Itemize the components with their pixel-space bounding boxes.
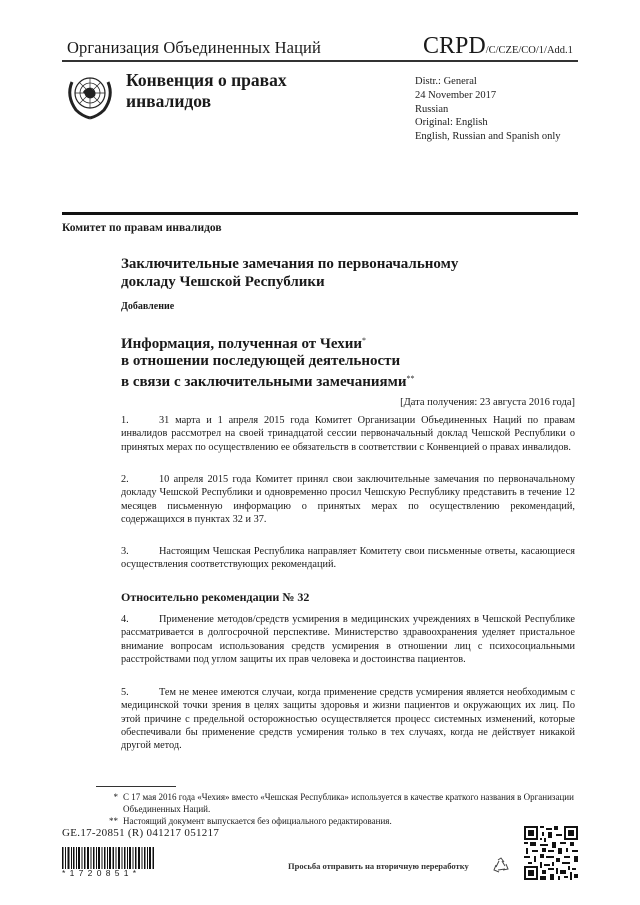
date-received: [Дата получения: 23 августа 2016 года] — [400, 397, 575, 408]
paragraph-number: 4. — [121, 614, 129, 625]
addendum-label: Добавление — [121, 301, 175, 312]
info-title — [121, 332, 541, 391]
committee-name: Комитет по правам инвалидов — [62, 222, 222, 234]
paragraph-text: Настоящим Чешская Республика направляет Комитету свои письменные ответы, касающиеся осуществления соответствующих рекомендаций. — [121, 546, 575, 571]
header-rule — [62, 60, 578, 62]
distr-original: Original: English — [415, 117, 488, 129]
recycle-icon — [492, 857, 510, 875]
paragraph-number: 2. — [121, 474, 129, 485]
info-title-line1: Информация, полученная от Чехии — [121, 336, 363, 352]
footnote-rule — [96, 786, 176, 787]
convention-title-line1: Конвенция о правах — [126, 70, 287, 90]
footnote-1 — [106, 791, 576, 815]
footnote-2 — [106, 815, 576, 827]
distr-line: Distr.: General — [415, 76, 477, 87]
paragraph-3 — [121, 545, 575, 572]
paragraph-2 — [121, 473, 575, 526]
paragraph-text: Тем не менее имеются случаи, когда применение средств усмирения является необходимым с медицинской точки зрения в целях защиты здоровья и жизни пациентов и окружающих их лиц. По этой причине с предельной осторожностью осуществляется процесс системных изменений, которые обеспечивали бы применение средств усмирения только в тех случаях, когда не действует никакой другой метод. — [121, 687, 575, 752]
paragraph-1 — [121, 414, 575, 454]
barcode-text: *1720851* — [62, 868, 141, 878]
paragraph-text: 10 апреля 2015 года Комитет принял свои заключительные замечания по первоначальному докладу Чешской Республики и одновременно просил Чешскую Республику представить в течение 12 месяцев письменную информацию о принятых мерах по осуществлению рекомендаций, содержащихся в пунктах 32 и 37. — [121, 474, 575, 525]
main-title — [121, 255, 521, 291]
organization-name: Организация Объединенных Наций — [67, 38, 321, 57]
distribution-info — [415, 75, 561, 144]
barcode-icon — [62, 847, 154, 869]
footnote-ref-1[interactable]: * — [362, 336, 367, 345]
distr-language: Russian — [415, 103, 449, 115]
section-rule — [62, 212, 578, 215]
footnote-ref-2[interactable]: ** — [406, 374, 415, 383]
convention-title-line2: инвалидов — [126, 91, 212, 111]
symbol-main: CRPD — [423, 33, 486, 59]
paragraph-4 — [121, 613, 575, 666]
footnote-text: Настоящий документ выпускается без официального редактирования. — [123, 816, 392, 826]
qr-code-icon — [524, 826, 578, 880]
distr-date: 24 November 2017 — [415, 89, 497, 101]
recycle-text: Просьба отправить на вторичную переработку — [288, 861, 469, 871]
un-emblem-icon — [64, 70, 116, 122]
paragraph-number: 3. — [121, 546, 129, 557]
symbol-sub: /C/CZE/CO/1/Add.1 — [485, 45, 573, 56]
distr-languages-only: English, Russian and Spanish only — [415, 131, 561, 143]
document-symbol — [423, 33, 573, 60]
convention-title — [126, 70, 287, 112]
paragraph-number: 1. — [121, 415, 129, 426]
main-title-line1: Заключительные замечания по первоначальному — [121, 256, 459, 272]
paragraph-5 — [121, 686, 575, 752]
section-heading: Относительно рекомендации № 32 — [121, 590, 310, 604]
main-title-line2: докладу Чешской Республики — [121, 274, 325, 290]
info-title-line2: в отношении последующей деятельности — [121, 353, 401, 369]
paragraph-number: 5. — [121, 687, 129, 698]
footnotes — [106, 791, 576, 827]
paragraph-text: Применение методов/средств усмирения в медицинских учреждениях в Чешской Республике рассматривается в долгосрочной перспективе. Министерство здравоохранения уделяет пристальное внимание вопросам использования средств усмирения в отношении лиц с психосоциальными расстройствами под углом защиты их прав человека и достоинства пациентов. — [121, 614, 575, 665]
job-number: GE.17-20851 (R) 041217 051217 — [62, 827, 220, 839]
footnote-text: С 17 мая 2016 года «Чехия» вместо «Чешская Республика» используется в качестве краткого названия в Организации Объединенных Наций. — [123, 792, 574, 814]
paragraph-text: 31 марта и 1 апреля 2015 года Комитет Организации Объединенных Наций по правам инвалидов рассмотрел на своей тринадцатой сессии первоначальный доклад Чешской Республики о принятых мерах по осуществлению ее обязательств в соответствии с Конвенцией о правах инвалидов. — [121, 415, 575, 453]
info-title-line3: в связи с заключительными замечаниями — [121, 374, 407, 390]
footnote-mark: * — [113, 792, 118, 802]
footnote-mark: ** — [109, 816, 118, 826]
